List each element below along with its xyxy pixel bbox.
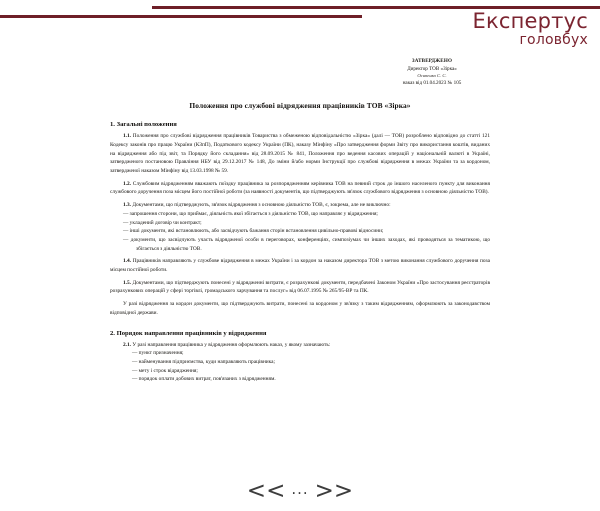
next-page-icon[interactable]: >> [314,478,354,504]
header-rule-under [0,15,362,18]
paragraph-1-2 [110,180,490,197]
paragraph-text: Документами, що підтверджують, зв'язок відрядження з основною діяльністю ТОВ, є, зокрема, але не виключно: [132,202,391,209]
paragraph-number: 1.1. [123,133,132,140]
list-item: — інші документи, які встановлюють, або засвідчують бажання сторін встановлення цивільно-правові відносини; [123,228,384,235]
document-sheet [0,58,600,384]
list-item: — документи, що засвідчують участь відрядженої особи в переговорах, конференціях, симпозіумах чи інших заходах, які проводяться за тематикою, що збігається з діяльністю ТОВ. [123,236,490,252]
paragraph-text: У разі відрядження за кордон документи, що підтверджують витрати, понесені за кордоном у зв'язку з таким відрядженням, оформлюють за законодавством відповідної держави. [110,301,490,316]
section-2-bullet-list [110,349,490,384]
section-1-bullet-list [110,210,490,254]
approval-signature: Осипенко С. С. [417,73,447,79]
approval-order: наказ від 01.04.2023 № 105 [402,80,462,87]
list-item: — найменування підприємства, куди направляють працівника; [132,358,276,365]
paragraph-1-1 [110,132,490,176]
paragraph-2-1 [110,341,490,350]
approval-block [374,58,490,88]
document-title: Положення про службові відрядження працівників ТОВ «Зірка» [189,101,411,111]
list-item: — укладений договір чи контракт; [123,219,202,226]
section-heading-2: 2. Порядок направлення працівників у відрядження [110,329,267,337]
paragraph-number: 1.3. [123,202,132,209]
brand-logo [473,10,589,48]
paragraph-text: У разі направлення працівника у відрядження оформлюють наказ, у якому зазначають: [132,341,331,348]
paragraph-text: Документами, що підтверджують понесені у відрядженні витрати, є розрахункові документи, передбачені Законом України «Про застосування реєстраторів розрахункових операцій у сфері торгівлі, громадського харчування та послуг» від 06.07.1995 № 265/95-ВР та ПК. [110,279,490,295]
paragraph-text: Працівників направляють у службове відрядження в межах України і за кордон за наказом директора ТОВ з метою виконання службового доручення поза місцем постійної роботи. [110,258,491,274]
paragraph-number: 1.4. [123,258,132,265]
paragraph-1-3 [110,201,490,210]
paragraph-text: Положення про службові відрядження працівників Товариства з обмеженою відповідальністю «Зірка» (далі — ТОВ) розроблено відповідно до статті 121 Кодексу законів про працю України (КЗпП), Податкового кодексу України (ПК), наказу Мінфіну «Про затвердження форми Звіту про використання коштів, виданих на відрядження або під звіт, та Порядку його складання» від 28.09.2015 № 841, Положення про ведення касових операцій у національній валюті в Україні, затвердженого постановою Правління НБУ від 29.12.2017 № 148, До зміни й/або норми Інструкції про службові відрядження в межах України та за кордоном, затвердженої наказом Мінфіну від 13.03.1998 № 59. [110,133,491,174]
pagination-ellipsis: ... [291,480,309,498]
previous-page-icon[interactable]: << [246,478,286,504]
approval-heading: ЗАТВЕРДЖЕНО [411,58,453,64]
paragraph-1-5 [110,279,490,296]
paragraph-1-5-continuation [110,300,490,317]
list-item: — запрошення сторони, що приймає, діяльність якої збігається з діяльністю ТОВ, що направляє у відрядження; [123,210,378,217]
section-heading-1: 1. Загальні положення [110,121,177,129]
paragraph-number: 2.1. [123,341,132,348]
list-item: — мету і строк відрядження; [132,367,198,374]
brand-name: Експертус [472,9,588,33]
paragraph-text: Службовим відрядженням вважають поїздку працівника за розпорядженням керівника ТОВ на певний строк до іншого населеного пункту для виконання службового доручення поза місцем його постійної роботи (за наявності документів, що підтверджують зв'язок службового відрядження з основною діяльністю ТОВ). [110,180,490,196]
list-item: — порядок оплати добових витрат, пов'язаних з відрядженням. [132,376,276,383]
paragraph-1-4 [110,257,490,274]
paragraph-number: 1.2. [123,180,132,187]
list-item: — пункт призначення; [132,350,184,357]
pagination-control [0,480,600,503]
approval-position: Директор ТОВ «Зірка» [407,65,457,72]
brand-subtitle: головбух [519,31,588,48]
page-header [0,0,600,62]
paragraph-number: 1.5. [123,279,132,286]
